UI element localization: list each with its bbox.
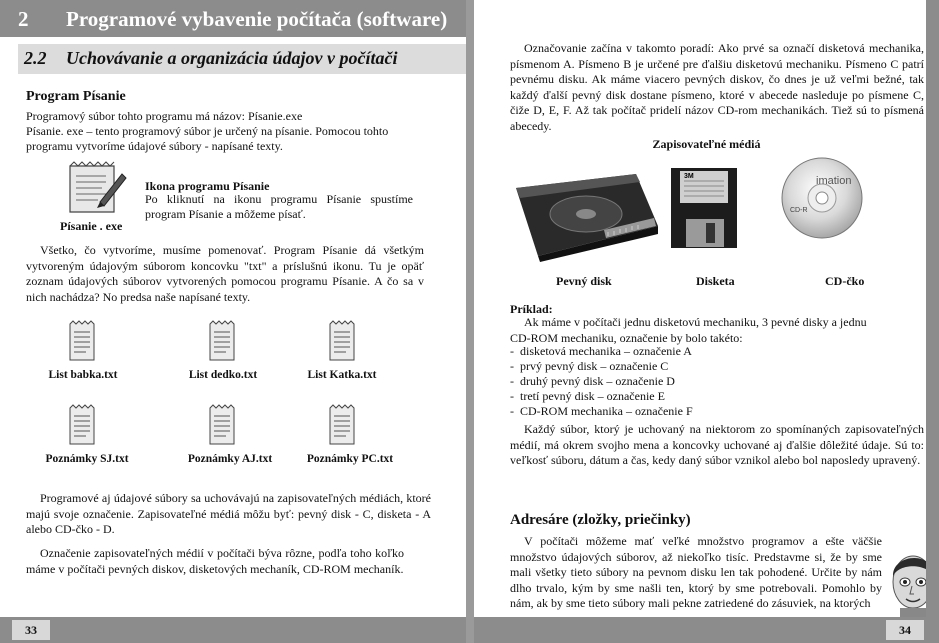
file-label: List babka.txt: [48, 369, 118, 381]
icon-heading: Ikona programu Písanie: [145, 179, 270, 193]
floppy-brand: 3M: [684, 173, 694, 180]
directories-heading: Adresáre (zložky, priečinky): [510, 512, 691, 528]
section-title: Uchovávanie a organizácia údajov v počítači: [66, 48, 398, 68]
text-file-icon[interactable]: [328, 320, 356, 362]
media-label-cd: CD-čko: [825, 274, 865, 288]
text-file-icon[interactable]: [68, 404, 96, 446]
example-heading: Príklad:: [510, 302, 553, 316]
program-heading: Program Písanie: [26, 89, 126, 104]
icon-description: Po kliknutí na ikonu programu Písanie spustíme program Písanie a môžeme písať.: [145, 192, 413, 221]
example-item: - disketová mechanika – označenie A: [510, 344, 692, 358]
file-label: List dedko.txt: [188, 369, 258, 381]
left-footer: [0, 617, 466, 643]
text-file-icon[interactable]: [68, 320, 96, 362]
text-file-icon[interactable]: [328, 404, 356, 446]
paragraph-order: Označovanie začína v takomto poradí: Ako prvé sa označí disketová mechanika, písmenom A. Písmeno B je určené pre ďalšiu disketovú mechaniku. Písmeno C patrí pevnému disku. Ak máme viacero pevných diskov, čo dnes je už veľmi bežné, tak každý ďalší pevný disk dostane písmeno, ktoré v abecede nasleduje po písmene C, čiže D, E, F. Až tak počítač pridelí názov CD-rom mechanikách. Tiež sú to písmená abecedy.: [510, 41, 924, 133]
paragraph-labels: Označenie zapisovateľných médií v počítači býva rôzne, podľa toho koľko máme v počítači pevných diskov, disketových mechaník, CD-ROM mechaník.: [26, 546, 404, 576]
right-page: [474, 0, 939, 643]
program-line-1: Programový súbor tohto programu má názov: Písanie.exe: [26, 109, 303, 123]
text-file-icon[interactable]: [208, 404, 236, 446]
cd-brand: imation: [816, 175, 852, 187]
program-line-3: programu vytvoríme údajové súbory - napísané texty.: [26, 139, 283, 153]
hard-disk-icon: [508, 168, 660, 262]
chapter-title: Programové vybavenie počítača (software): [66, 7, 448, 31]
floppy-disk-icon: [670, 167, 740, 251]
page-number: 33: [12, 620, 50, 640]
text-file-icon[interactable]: [208, 320, 236, 362]
right-footer: [474, 617, 939, 643]
program-line-2: Písanie. exe – tento programový súbor je určený na písanie. Pomocou tohto: [26, 124, 389, 138]
file-label: List Katka.txt: [307, 369, 377, 381]
file-label: Poznámky SJ.txt: [45, 453, 129, 465]
paragraph-naming: Všetko, čo vytvoríme, musíme pomenovať. Program Písanie dá všetkým vytvoreným údajovým súborom koncovku "txt" a príslušnú ikonu. Tu je opäť zoznam údajových súborov vytvorených pomocou programu Písanie. A čo sa v nich nachádza? No predsa naše napísané texty.: [26, 243, 424, 304]
writing-program-icon[interactable]: [66, 160, 128, 216]
chapter-number: 2: [18, 7, 29, 31]
example-item: - prvý pevný disk – označenie C: [510, 359, 669, 373]
cd-icon: [780, 156, 864, 240]
paragraph-directories: V počítači môžeme mať veľké množstvo programov a ešte väčšie množstvo údajových súborov, až niekoľko tisíc. Predstavme si, že by sme mali všetky tieto súbory na pevnom disku len tak pohodené. Určite by nám dlho trvalo, kým by sme našli ten, ktorý by sme potrebovali. Pomohlo by nám, ak by sme tieto súbory mali pekne zatriedené do zásuviek, na ktorých: [510, 534, 882, 610]
example-item: - CD-ROM mechanika – označenie F: [510, 404, 693, 418]
cd-type: CD-R: [790, 207, 808, 214]
file-label: Poznámky AJ.txt: [187, 453, 273, 465]
paragraph-file-data: Každý súbor, ktorý je uchovaný na niektorom zo spomínaných zapisovateľných médií, má okrem svojho mena a koncovky uchované aj ďalšie dôležité údaje. Sú to: veľkosť súboru, dátum a čas, kedy daný súbor vznikol alebo bol naposledy upravený.: [510, 422, 924, 467]
paragraph-media: Programové aj údajové súbory sa uchovávajú na zapisovateľných médiách, ktoré majú svoje označenie. Zapisovateľné médiá môžu byť: pevný disk - C, disketa - A alebo CD-čko - D.: [26, 491, 431, 536]
icon-caption: Písanie . exe: [60, 219, 123, 233]
left-page: [0, 0, 466, 643]
media-label-floppy: Disketa: [696, 274, 735, 288]
section-number: 2.2: [24, 48, 47, 68]
example-intro: Ak máme v počítači jednu disketovú mechaniku, 3 pevné disky a jednu CD-ROM mechaniku, označenie by bolo takéto:: [510, 315, 867, 345]
file-label: Poznámky PC.txt: [306, 453, 394, 465]
chapter-header: [0, 0, 466, 37]
section-header: [18, 44, 466, 74]
page-number: 34: [886, 620, 924, 640]
example-item: - druhý pevný disk – označenie D: [510, 374, 675, 388]
media-title: Zapisovateľné médiá: [652, 137, 761, 151]
page-edge: [926, 0, 939, 643]
example-item: - tretí pevný disk – označenie E: [510, 389, 665, 403]
media-label-hdd: Pevný disk: [556, 274, 612, 288]
